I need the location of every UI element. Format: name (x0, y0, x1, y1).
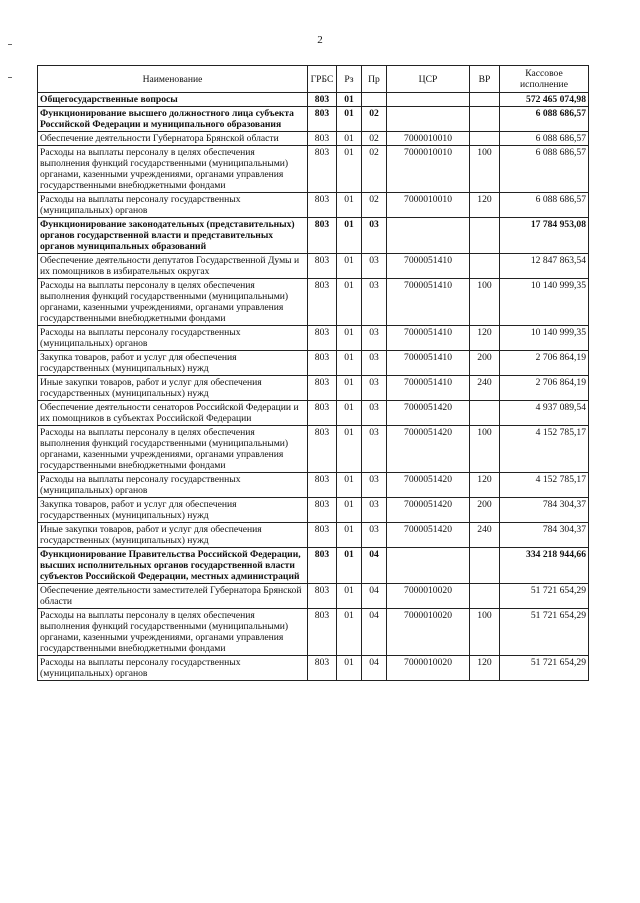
cell-pr: 03 (362, 401, 387, 426)
cell-rz: 01 (337, 193, 362, 218)
cell-pr: 04 (362, 584, 387, 609)
cell-amount: 784 304,37 (500, 523, 589, 548)
cell-grbs: 803 (308, 523, 337, 548)
cell-csr: 7000051410 (387, 254, 470, 279)
cell-vr: 200 (470, 351, 500, 376)
cell-csr: 7000010010 (387, 146, 470, 193)
cell-name: Расходы на выплаты персоналу государственных (муниципальных) органов (38, 656, 308, 681)
table-row (38, 548, 589, 584)
header-amount: Кассовое исполнение (500, 66, 589, 93)
cell-csr: 7000051420 (387, 498, 470, 523)
header-grbs: ГРБС (308, 66, 337, 93)
cell-name: Иные закупки товаров, работ и услуг для обеспечения государственных (муниципальных) нужд (38, 376, 308, 401)
cell-amount: 17 784 953,08 (500, 218, 589, 254)
cell-pr (362, 93, 387, 107)
cell-pr: 03 (362, 426, 387, 473)
cell-grbs: 803 (308, 656, 337, 681)
header-pr: Пр (362, 66, 387, 93)
cell-rz: 01 (337, 548, 362, 584)
cell-pr: 04 (362, 548, 387, 584)
cell-grbs: 803 (308, 351, 337, 376)
cell-grbs: 803 (308, 584, 337, 609)
cell-grbs: 803 (308, 326, 337, 351)
cell-pr: 02 (362, 146, 387, 193)
cell-amount: 4 937 089,54 (500, 401, 589, 426)
table-row (38, 218, 589, 254)
cell-pr: 02 (362, 193, 387, 218)
cell-rz: 01 (337, 401, 362, 426)
cell-amount: 51 721 654,29 (500, 609, 589, 656)
cell-amount: 784 304,37 (500, 498, 589, 523)
cell-vr (470, 584, 500, 609)
cell-amount: 4 152 785,17 (500, 473, 589, 498)
cell-csr: 7000051410 (387, 351, 470, 376)
cell-vr: 120 (470, 193, 500, 218)
cell-name: Иные закупки товаров, работ и услуг для обеспечения государственных (муниципальных) нужд (38, 523, 308, 548)
cell-pr: 03 (362, 218, 387, 254)
cell-grbs: 803 (308, 401, 337, 426)
cell-grbs: 803 (308, 473, 337, 498)
cell-amount: 6 088 686,57 (500, 107, 589, 132)
cell-vr: 120 (470, 473, 500, 498)
table-row (38, 279, 589, 326)
cell-pr: 03 (362, 254, 387, 279)
cell-name: Обеспечение деятельности заместителей Губернатора Брянской области (38, 584, 308, 609)
cell-csr (387, 218, 470, 254)
header-vr: ВР (470, 66, 500, 93)
cell-name: Расходы на выплаты персоналу в целях обеспечения выполнения функций государственными (муниципальными) органами, казенными учреждениями, органами управления государственными внебюджетными фондами (38, 279, 308, 326)
cell-pr: 02 (362, 132, 387, 146)
cell-vr (470, 254, 500, 279)
cell-name: Функционирование высшего должностного лица субъекта Российской Федерации и муниципального образования (38, 107, 308, 132)
cell-grbs: 803 (308, 218, 337, 254)
cell-amount: 10 140 999,35 (500, 326, 589, 351)
table-row (38, 584, 589, 609)
cell-csr (387, 107, 470, 132)
table-row (38, 193, 589, 218)
budget-execution-table (37, 65, 589, 681)
table-header-row (38, 66, 589, 93)
cell-vr (470, 401, 500, 426)
cell-csr (387, 93, 470, 107)
table-row (38, 473, 589, 498)
cell-pr: 03 (362, 351, 387, 376)
cell-rz: 01 (337, 584, 362, 609)
cell-rz: 01 (337, 609, 362, 656)
cell-pr: 04 (362, 656, 387, 681)
table-row (38, 523, 589, 548)
cell-csr: 7000010020 (387, 609, 470, 656)
cell-grbs: 803 (308, 548, 337, 584)
table-row (38, 107, 589, 132)
cell-rz: 01 (337, 473, 362, 498)
cell-csr: 7000051410 (387, 279, 470, 326)
cell-amount: 10 140 999,35 (500, 279, 589, 326)
cell-rz: 01 (337, 376, 362, 401)
cell-grbs: 803 (308, 498, 337, 523)
cell-rz: 01 (337, 279, 362, 326)
header-csr: ЦСР (387, 66, 470, 93)
cell-grbs: 803 (308, 146, 337, 193)
cell-pr: 04 (362, 609, 387, 656)
margin-mark (8, 77, 12, 78)
cell-grbs: 803 (308, 132, 337, 146)
page-number: 2 (317, 34, 323, 46)
cell-csr: 7000051410 (387, 326, 470, 351)
cell-pr: 03 (362, 523, 387, 548)
cell-amount: 12 847 863,54 (500, 254, 589, 279)
cell-name: Расходы на выплаты персоналу государственных (муниципальных) органов (38, 326, 308, 351)
cell-name: Функционирование законодательных (представительных) органов государственной власти и представительных органов муниципальных образований (38, 218, 308, 254)
cell-vr: 100 (470, 146, 500, 193)
cell-pr: 03 (362, 279, 387, 326)
cell-amount: 2 706 864,19 (500, 376, 589, 401)
cell-name: Закупка товаров, работ и услуг для обеспечения государственных (муниципальных) нужд (38, 351, 308, 376)
cell-rz: 01 (337, 523, 362, 548)
cell-pr: 02 (362, 107, 387, 132)
cell-amount: 6 088 686,57 (500, 132, 589, 146)
cell-name: Обеспечение деятельности депутатов Государственной Думы и их помощников в избирательных округах (38, 254, 308, 279)
table-row (38, 132, 589, 146)
cell-amount: 2 706 864,19 (500, 351, 589, 376)
cell-csr: 7000010010 (387, 193, 470, 218)
cell-csr: 7000010020 (387, 656, 470, 681)
cell-vr (470, 218, 500, 254)
cell-amount: 51 721 654,29 (500, 584, 589, 609)
header-name: Наименование (38, 66, 308, 93)
cell-amount: 4 152 785,17 (500, 426, 589, 473)
header-rz: Рз (337, 66, 362, 93)
cell-amount: 6 088 686,57 (500, 193, 589, 218)
cell-csr: 7000051420 (387, 426, 470, 473)
table-row (38, 376, 589, 401)
cell-vr: 120 (470, 326, 500, 351)
table-row (38, 426, 589, 473)
cell-rz: 01 (337, 132, 362, 146)
cell-grbs: 803 (308, 254, 337, 279)
cell-vr (470, 548, 500, 584)
cell-rz: 01 (337, 326, 362, 351)
table-row (38, 401, 589, 426)
cell-vr: 100 (470, 279, 500, 326)
cell-csr: 7000051410 (387, 376, 470, 401)
cell-vr: 200 (470, 498, 500, 523)
cell-rz: 01 (337, 426, 362, 473)
cell-name: Обеспечение деятельности Губернатора Брянской области (38, 132, 308, 146)
cell-vr: 240 (470, 523, 500, 548)
table-row (38, 351, 589, 376)
table-row (38, 326, 589, 351)
cell-rz: 01 (337, 107, 362, 132)
cell-csr: 7000010020 (387, 584, 470, 609)
cell-name: Расходы на выплаты персоналу государственных (муниципальных) органов (38, 473, 308, 498)
cell-vr (470, 93, 500, 107)
cell-vr: 120 (470, 656, 500, 681)
cell-amount: 6 088 686,57 (500, 146, 589, 193)
cell-name: Расходы на выплаты персоналу государственных (муниципальных) органов (38, 193, 308, 218)
cell-amount: 334 218 944,66 (500, 548, 589, 584)
cell-rz: 01 (337, 93, 362, 107)
cell-grbs: 803 (308, 609, 337, 656)
cell-pr: 03 (362, 473, 387, 498)
cell-pr: 03 (362, 376, 387, 401)
table-row (38, 93, 589, 107)
cell-csr (387, 548, 470, 584)
cell-vr: 240 (470, 376, 500, 401)
cell-rz: 01 (337, 656, 362, 681)
cell-vr (470, 107, 500, 132)
cell-csr: 7000051420 (387, 401, 470, 426)
cell-rz: 01 (337, 146, 362, 193)
cell-csr: 7000051420 (387, 473, 470, 498)
cell-pr: 03 (362, 498, 387, 523)
cell-rz: 01 (337, 254, 362, 279)
table-row (38, 656, 589, 681)
cell-grbs: 803 (308, 193, 337, 218)
cell-name: Обеспечение деятельности сенаторов Российской Федерации и их помощников в субъектах Российской Федерации (38, 401, 308, 426)
cell-rz: 01 (337, 218, 362, 254)
cell-csr: 7000010010 (387, 132, 470, 146)
cell-name: Функционирование Правительства Российской Федерации, высших исполнительных органов государственной власти субъектов Российской Федерации, местных администраций (38, 548, 308, 584)
cell-vr: 100 (470, 426, 500, 473)
cell-pr: 03 (362, 326, 387, 351)
cell-amount: 51 721 654,29 (500, 656, 589, 681)
cell-grbs: 803 (308, 376, 337, 401)
cell-vr: 100 (470, 609, 500, 656)
cell-rz: 01 (337, 351, 362, 376)
cell-grbs: 803 (308, 93, 337, 107)
table-body (38, 93, 589, 681)
cell-name: Общегосударственные вопросы (38, 93, 308, 107)
cell-amount: 572 465 074,98 (500, 93, 589, 107)
cell-csr: 7000051420 (387, 523, 470, 548)
cell-grbs: 803 (308, 279, 337, 326)
cell-grbs: 803 (308, 426, 337, 473)
table-row (38, 498, 589, 523)
cell-grbs: 803 (308, 107, 337, 132)
cell-name: Расходы на выплаты персоналу в целях обеспечения выполнения функций государственными (муниципальными) органами, казенными учреждениями, органами управления государственными внебюджетными фондами (38, 146, 308, 193)
cell-rz: 01 (337, 498, 362, 523)
cell-vr (470, 132, 500, 146)
table-row (38, 609, 589, 656)
cell-name: Расходы на выплаты персоналу в целях обеспечения выполнения функций государственными (муниципальными) органами, казенными учреждениями, органами управления государственными внебюджетными фондами (38, 426, 308, 473)
cell-name: Закупка товаров, работ и услуг для обеспечения государственных (муниципальных) нужд (38, 498, 308, 523)
cell-name: Расходы на выплаты персоналу в целях обеспечения выполнения функций государственными (муниципальными) органами, казенными учреждениями, органами управления государственными внебюджетными фондами (38, 609, 308, 656)
margin-mark (8, 44, 12, 45)
table-row (38, 146, 589, 193)
table-row (38, 254, 589, 279)
